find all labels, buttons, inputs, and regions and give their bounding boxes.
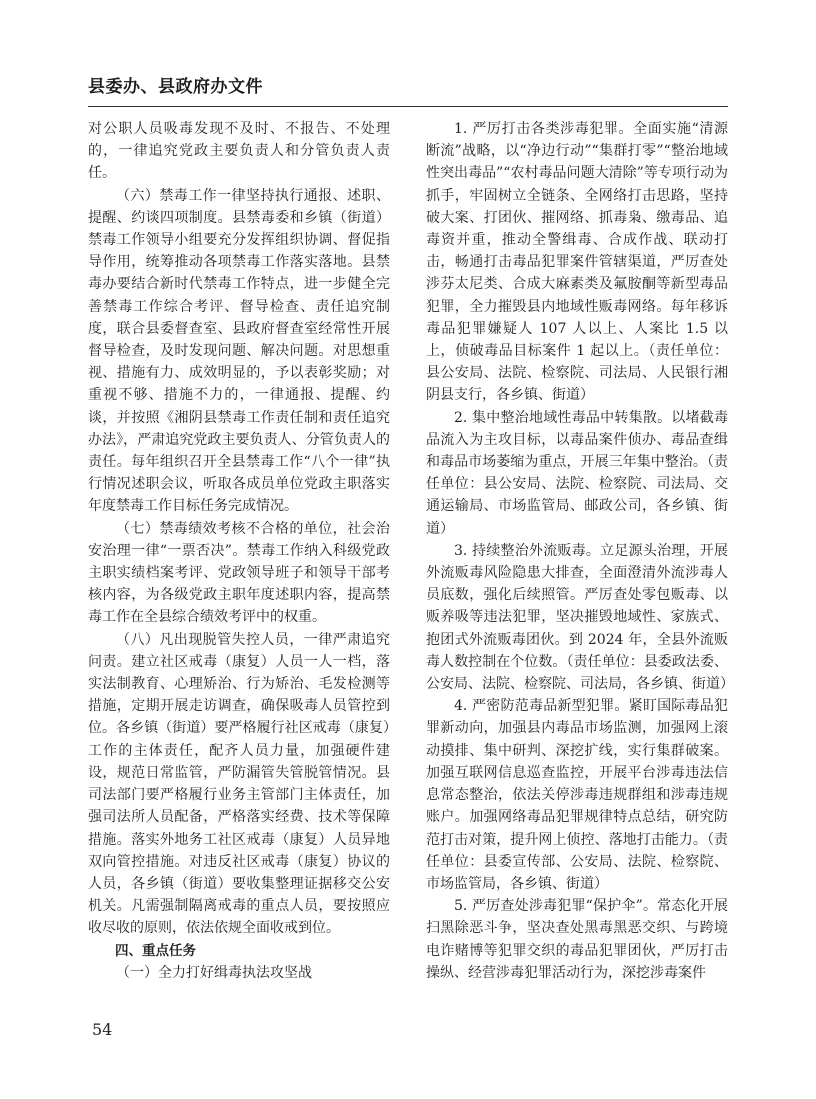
paragraph: 对公职人员吸毒发现不及时、不报告、不处理的，一律追究党政主要负责人和分管负责人责任。 [88,121,390,182]
paragraph: （八）凡出现脱管失控人员，一律严肃追究问责。建立社区戒毒（康复）人员一人一档，落实法制教育、心理矫治、行为矫治、毛发检测等措施，定期开展走访调查，确保吸毒人员管控到位。各乡镇（街道）要严格履行社区戒毒（康复）工作的主体责任，配齐人员力量，加强硬件建设，规范日常监管，严防漏管失管脱管情况。县司法部门要严格履行业务主管部门主体责任，加强司法所人员配备，严格落实经费、技术等保障措施。落实外地务工社区戒毒（康复）人员异地双向管控措施。对违反社区戒毒（康复）协议的人员，各乡镇（街道）要收集整理证据移交公安机关。凡需强制隔离戒毒的重点人员，要按照应收尽收的原则，依法依规全面收戒到位。 [88,631,390,937]
subsection-heading: （一）全力打好缉毒执法攻坚战 [116,964,312,981]
right-column [426,118,734,984]
paragraph: 1. 严厉打击各类涉毒犯罪。全面实施“清源断流”战略，以“净边行动”“集群打零”“整治地域性突出毒品”“农村毒品问题大清除”等专项行动为抓手，牢固树立全链条、全网络打击思路，坚持破大案、打团伙、摧网络、抓毒枭、缴毒品、追毒资并重，推动全警缉毒、合成作战、联动打击，畅通打击毒品犯罪案件管辖渠道，严厉查处涉芬太尼类、合成大麻素类及氟胺酮等新型毒品犯罪，全力摧毁县内地域性贩毒网络。每年移诉毒品犯罪嫌疑人 107 人以上、人案比 1.5 以上，侦破毒品目标案件 1 起以上。（责任单位：县公安局、法院、检察院、司法局、人民银行湘阴县支行，各乡镇、街道） [426,121,728,404]
paragraph: （六）禁毒工作一律坚持执行通报、述职、提醒、约谈四项制度。县禁毒委和乡镇（街道）禁毒工作领导小组要充分发挥组织协调、督促指导作用，统筹推动各项禁毒工作落实落地。县禁毒办要结合新时代禁毒工作特点，进一步健全完善禁毒工作综合考评、督导检查、责任追究制度，联合县委督查室、县政府督查室经常性开展督导检查，及时发现问题、解决问题。对思想重视、措施有力、成效明显的，予以表彰奖励；对重视不够、措施不力的，一律通报、提醒、约谈，并按照《湘阴县禁毒工作责任制和责任追究办法》，严肃追究党政主要负责人、分管负责人的责任。每年组织召开全县禁毒工作“八个一律”执行情况述职会议，听取各成员单位党政主职落实年度禁毒工作目标任务完成情况。 [88,187,390,515]
header-divider [88,106,728,107]
left-column [88,118,390,984]
paragraph: 2. 集中整治地域性毒品中转集散。以堵截毒品流入为主攻目标，以毒品案件侦办、毒品查缉和毒品市场萎缩为重点，开展三年集中整治。（责任单位：县公安局、法院、检察院、司法局、交通运输局、市场监管局、邮政公司，各乡镇、街道） [426,409,728,537]
paragraph: 3. 持续整治外流贩毒。立足源头治理，开展外流贩毒风险隐患大排查，全面澄清外流涉毒人员底数，强化后续照管。严厉查处零包贩毒、以贩养吸等违法犯罪，坚决摧毁地域性、家族式、抱团式外流贩毒团伙。到 2024 年，全县外流贩毒人数控制在个位数。（责任单位：县委政法委、公安局、法院、检察院、司法局，各乡镇、街道） [426,542,734,693]
paragraph: （七）禁毒绩效考核不合格的单位，社会治安治理一律“一票否决”。禁毒工作纳入科级党政主职实绩档案考评、党政领导班子和领导干部考核内容，为各级党政主职年度述职内容，提高禁毒工作在全县综合绩效考评中的权重。 [88,520,390,626]
page-number: 54 [92,1020,113,1039]
section-heading: 四、重点任务 [115,942,196,959]
paragraph: 4. 严密防范毒品新型犯罪。紧盯国际毒品犯罪新动向，加强县内毒品市场监测，加强网上滚动摸排、集中研判、深挖扩线，实行集群破案。加强互联网信息巡查监控，开展平台涉毒违法信息常态整治，依法关停涉毒违规群组和涉毒违规账户。加强网络毒品犯罪规律特点总结，研究防范打击对策，提升网上侦控、落地打击能力。（责任单位：县委宣传部、公安局、法院、检察院、市场监管局，各乡镇、街道） [426,698,728,892]
running-header-title: 县委办、县政府办文件 [88,77,263,97]
paragraph: 5. 严厉查处涉毒犯罪“保护伞”。常态化开展扫黑除恶斗争，坚决查处黑毒黑恶交织、与跨境电诈赌博等犯罪交织的毒品犯罪团伙，严厉打击操纵、经营涉毒犯罪活动行为，深挖涉毒案件 [426,898,728,981]
